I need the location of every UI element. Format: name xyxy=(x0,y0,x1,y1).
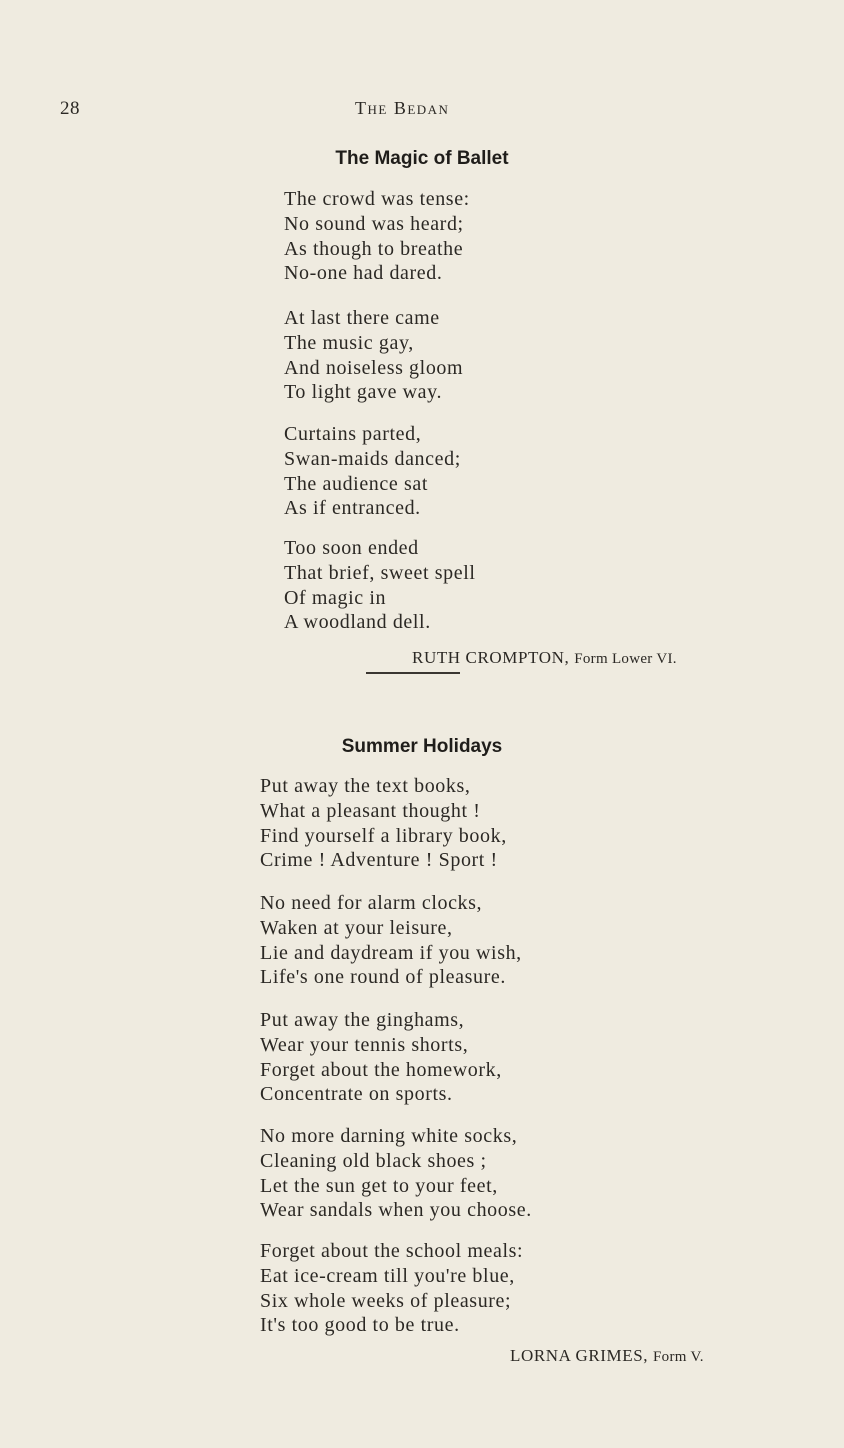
stanza xyxy=(260,891,522,990)
author-form: Form Lower VI. xyxy=(574,651,677,667)
verse-line: No more darning white socks, xyxy=(260,1125,518,1147)
poem-title: The Magic of Ballet xyxy=(335,148,509,169)
verse-line: Eat ice-cream till you're blue, xyxy=(260,1264,515,1287)
verse-line: Wear sandals when you choose. xyxy=(260,1199,532,1222)
stanza xyxy=(284,422,461,521)
verse-line: The audience sat xyxy=(284,472,428,495)
verse-line: Let the sun get to your feet, xyxy=(260,1174,498,1197)
stanza xyxy=(260,774,507,873)
verse-line: Cleaning old black shoes ; xyxy=(260,1149,487,1172)
verse-line: Forget about the homework, xyxy=(260,1058,502,1081)
verse-line: The music gay, xyxy=(284,331,414,354)
verse-line: Of magic in xyxy=(284,586,387,609)
author-name: RUTH CROMPTON, xyxy=(412,648,570,667)
verse-line: Too soon ended xyxy=(284,537,419,559)
verse-line: Waken at your leisure, xyxy=(260,916,453,939)
stanza xyxy=(284,187,470,286)
verse-line: Six whole weeks of pleasure; xyxy=(260,1289,512,1312)
verse-line: Put away the text books, xyxy=(260,775,471,797)
stanza xyxy=(260,1239,523,1338)
verse-line: As though to breathe xyxy=(284,237,464,260)
verse-line: To light gave way. xyxy=(284,381,443,404)
verse-line: At last there came xyxy=(284,307,440,329)
verse-line: No need for alarm clocks, xyxy=(260,892,483,914)
stanza xyxy=(260,1008,502,1107)
verse-line: Swan-maids danced; xyxy=(284,447,461,470)
verse-line: No-one had dared. xyxy=(284,262,443,285)
stanza xyxy=(260,1124,532,1223)
section-divider xyxy=(366,672,460,674)
poem-title: Summer Holidays xyxy=(341,736,503,757)
verse-line: Concentrate on sports. xyxy=(260,1083,453,1106)
stanza xyxy=(284,536,476,635)
author-credit xyxy=(510,1346,704,1366)
verse-line: Put away the ginghams, xyxy=(260,1009,465,1031)
verse-line: The crowd was tense: xyxy=(284,188,470,210)
verse-line: Life's one round of pleasure. xyxy=(260,966,506,989)
verse-line: No sound was heard; xyxy=(284,212,464,235)
verse-line: As if entranced. xyxy=(284,497,421,520)
verse-line: And noiseless gloom xyxy=(284,356,464,379)
page-number: 28 xyxy=(60,98,80,119)
verse-line: Wear your tennis shorts, xyxy=(260,1033,469,1056)
verse-line: A woodland dell. xyxy=(284,611,431,634)
verse-line: That brief, sweet spell xyxy=(284,561,476,584)
verse-line: It's too good to be true. xyxy=(260,1314,460,1337)
author-form: Form V. xyxy=(653,1349,704,1365)
verse-line: Lie and daydream if you wish, xyxy=(260,941,522,964)
stanza xyxy=(284,306,463,405)
verse-line: Curtains parted, xyxy=(284,423,422,445)
verse-line: Crime ! Adventure ! Sport ! xyxy=(260,849,498,872)
author-credit xyxy=(412,648,677,668)
author-name: LORNA GRIMES, xyxy=(510,1346,649,1365)
verse-line: Find yourself a library book, xyxy=(260,824,507,847)
running-title: The Bedan xyxy=(355,98,450,118)
verse-line: Forget about the school meals: xyxy=(260,1240,524,1262)
verse-line: What a pleasant thought ! xyxy=(260,799,481,822)
